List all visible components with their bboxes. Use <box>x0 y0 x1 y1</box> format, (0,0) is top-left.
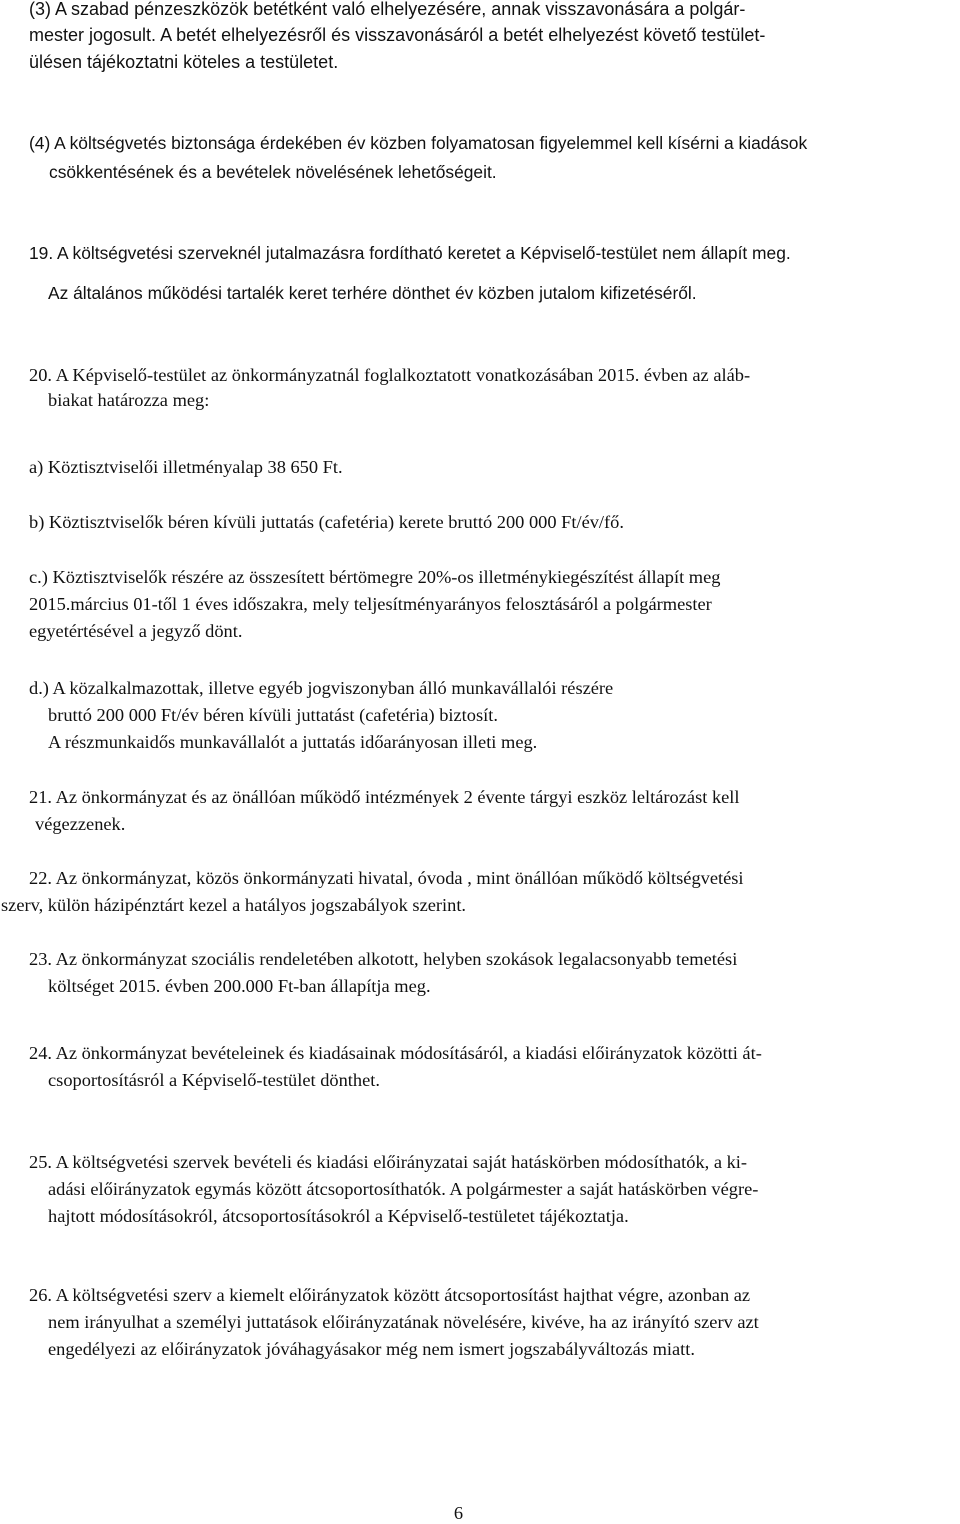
section-26-line-3: engedélyezi az előirányzatok jóváhagyásakor még nem ismert jogszabályváltozás miatt. <box>48 1339 695 1359</box>
section-22-line-2: szerv, külön házipénztárt kezel a hatályos jogszabályok szerint. <box>1 895 467 915</box>
section-20-item-c-line-3: egyetértésével a jegyző dönt. <box>29 621 243 641</box>
section-26-line-1: 26. A költségvetési szerv a kiemelt előirányzatok között átcsoportosítást hajthat végre, azonban az <box>29 1285 751 1305</box>
section-24-line-1: 24. Az önkormányzat bevételeinek és kiadásainak módosításáról, a kiadási előirányzatok közötti át- <box>29 1043 762 1063</box>
paragraph-3-line-3: ülésen tájékoztatni köteles a testületet. <box>29 52 339 72</box>
paragraph-3-line-2: mester jogosult. A betét elhelyezésről és visszavonásáról a betét elhelyezést követő testület- <box>29 25 766 45</box>
section-23-line-1: 23. Az önkormányzat szociális rendeletében alkotott, helyben szokások legalacsonyabb temetési <box>29 949 738 969</box>
page-number: 6 <box>453 1503 464 1523</box>
section-19-line-2: Az általános működési tartalék keret terhére dönthet év közben jutalom kifizetéséről. <box>48 283 697 303</box>
section-20-line-2: biakat határozza meg: <box>48 390 210 410</box>
section-20-item-b: b) Köztisztviselők béren kívüli juttatás (cafetéria) kerete bruttó 200 000 Ft/év/fő. <box>29 512 624 532</box>
section-20-item-d-line-2: bruttó 200 000 Ft/év béren kívüli juttatást (cafetéria) biztosít. <box>48 705 498 725</box>
section-20-item-c-line-1: c.) Köztisztviselők részére az összesített bértömegre 20%-os illetménykiegészítést állapít meg <box>29 567 721 587</box>
section-25-line-2: adási előirányzatok egymás között átcsoportosíthatók. A polgármester a saját hatáskörben végre- <box>48 1179 759 1199</box>
section-20-item-c-line-2: 2015.március 01-től 1 éves időszakra, mely teljesítményarányos felosztásáról a polgármester <box>29 594 712 614</box>
section-22-line-1: 22. Az önkormányzat, közös önkormányzati hivatal, óvoda , mint önállóan működő költségvetési <box>29 868 744 888</box>
paragraph-4-line-1: (4) A költségvetés biztonsága érdekében év közben folyamatosan figyelemmel kell kísérni a kiadások <box>29 133 808 153</box>
section-25-line-3: hajtott módosításokról, átcsoportosításokról a Képviselő-testületet tájékoztatja. <box>48 1206 629 1226</box>
section-20-item-d-line-1: d.) A közalkalmazottak, illetve egyéb jogviszonyban álló munkavállalói részére <box>29 678 614 698</box>
section-19-line-1: 19. A költségvetési szerveknél jutalmazásra fordítható keretet a Képviselő-testület nem állapít meg. <box>29 243 791 263</box>
paragraph-3-line-1: (3) A szabad pénzeszközök betétként való elhelyezésére, annak visszavonására a polgár- <box>29 0 746 19</box>
section-25-line-1: 25. A költségvetési szervek bevételi és kiadási előirányzatai saját hatáskörben módosíthatók, a ki- <box>29 1152 748 1172</box>
section-20-item-a: a) Köztisztviselői illetményalap 38 650 Ft. <box>29 457 343 477</box>
section-21-line-1: 21. Az önkormányzat és az önállóan működő intézmények 2 évente tárgyi eszköz leltározást kell <box>29 787 740 807</box>
section-26-line-2: nem irányulhat a személyi juttatások előirányzatának növelésére, kivéve, ha az irányító szerv azt <box>48 1312 759 1332</box>
section-20-line-1: 20. A Képviselő-testület az önkormányzatnál foglalkoztatott vonatkozásában 2015. évben az aláb- <box>29 365 751 385</box>
section-23-line-2: költséget 2015. évben 200.000 Ft-ban állapítja meg. <box>48 976 431 996</box>
section-20-item-d-line-3: A részmunkaidős munkavállalót a juttatás időarányosan illeti meg. <box>48 732 538 752</box>
paragraph-4-line-2: csökkentésének és a bevételek növelésének lehetőségeit. <box>49 162 497 182</box>
section-24-line-2: csoportosításról a Képviselő-testület dönthet. <box>48 1070 380 1090</box>
section-21-line-2: végezzenek. <box>35 814 126 834</box>
